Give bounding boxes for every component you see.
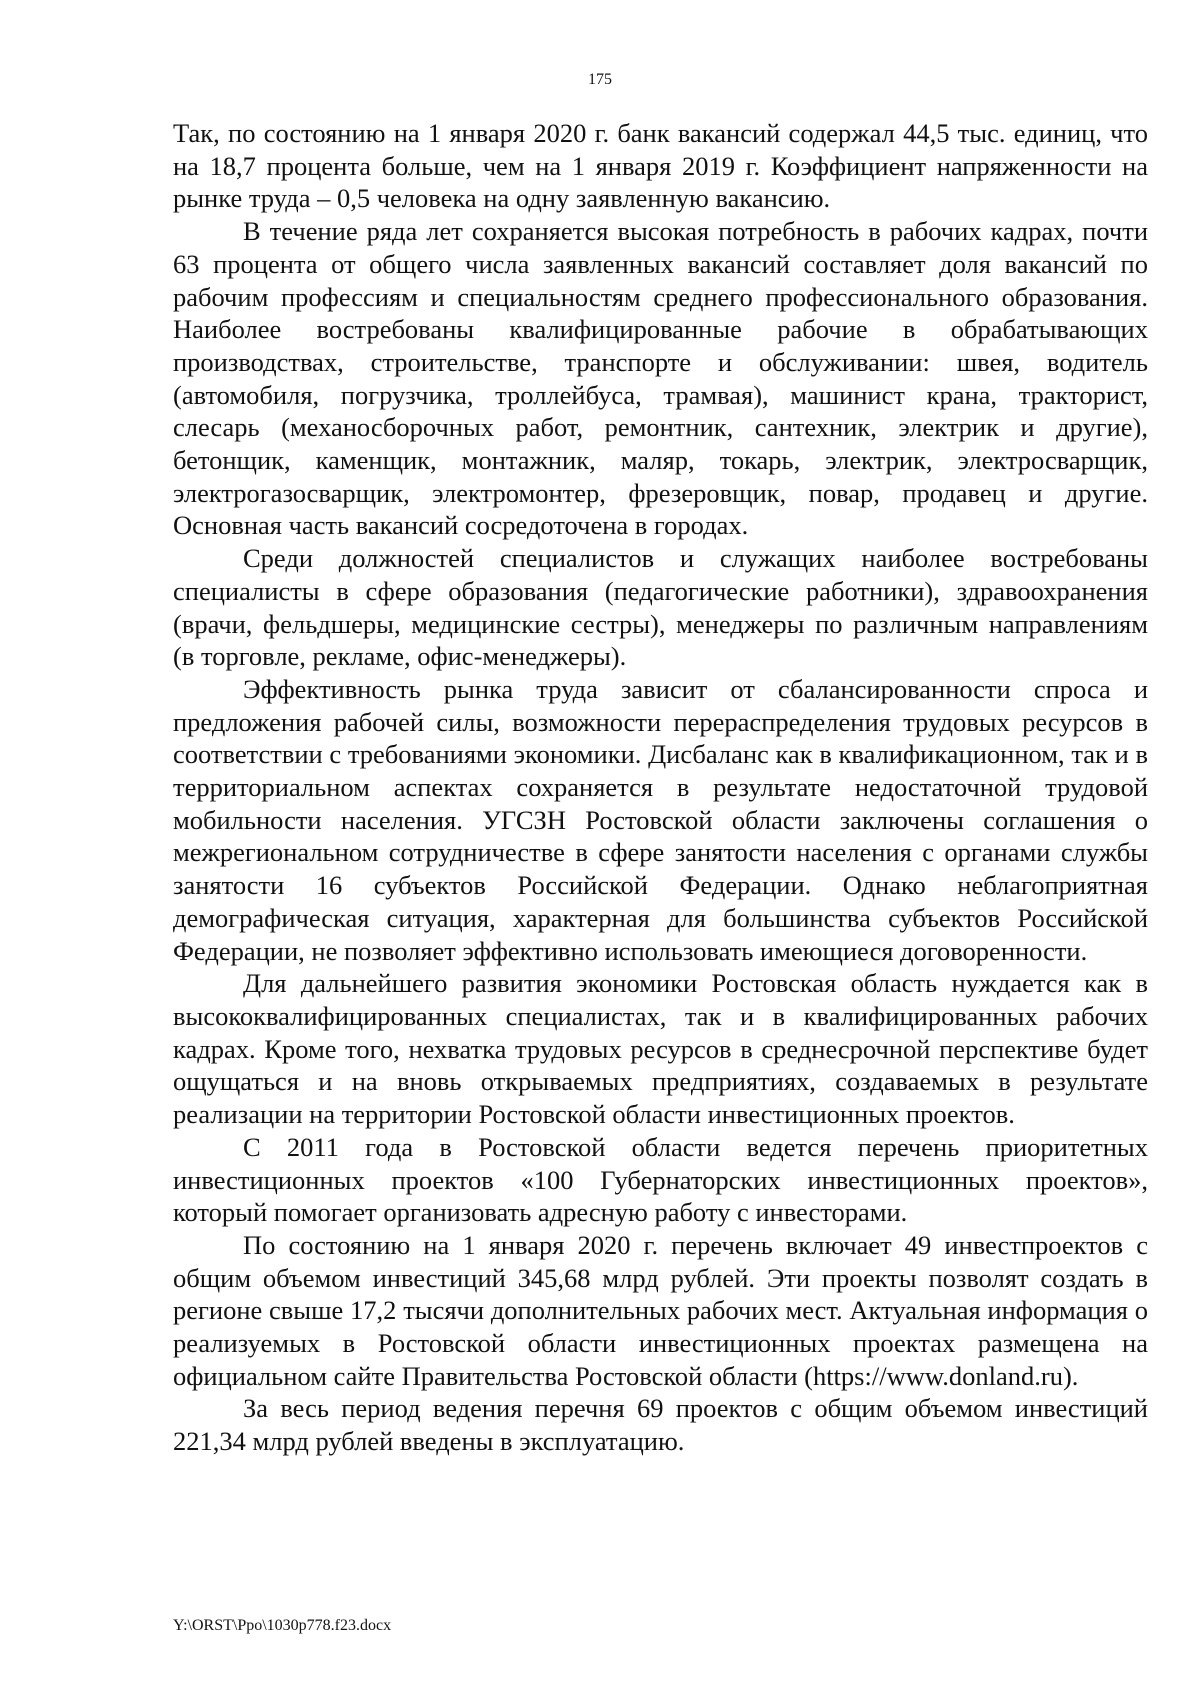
footer-file-path: Y:\ORST\Ppo\1030p778.f23.docx [173, 1617, 392, 1634]
paragraph-investment-list: С 2011 года в Ростовской области ведется перечень приоритетных инвестиционных проектов «100 Губернаторских инвестиционных проектов», который помогает организовать адресную работу с инвесторами. [173, 1131, 1148, 1228]
paragraph-vacancy-bank: Так, по состоянию на 1 января 2020 г. банк вакансий содержал 44,5 тыс. единиц, что на 18,7 процента больше, чем на 1 января 2019 г. Коэффициент напряженности на рынке труда – 0,5 человека на одну заявленную вакансию. [173, 118, 1148, 214]
document-body [173, 117, 1148, 1458]
paragraph-completed-projects: За весь период ведения перечня 69 проектов с общим объемом инвестиций 221,34 млрд рублей введены в эксплуатацию. [173, 1393, 1148, 1457]
paragraph-economic-development: Для дальнейшего развития экономики Ростовская область нуждается как в высококвалифицированных специалистах, так и в квалифицированных рабочих кадрах. Кроме того, нехватка трудовых ресурсов в среднесрочной перспективе будет ощущаться и на вновь открываемых предприятиях, создаваемых в результате реализации на территории Ростовской области инвестиционных проектов. [173, 968, 1148, 1130]
paragraph-worker-demand: В течение ряда лет сохраняется высокая потребность в рабочих кадрах, почти 63 процента от общего числа заявленных вакансий составляет доля вакансий по рабочим профессиям и специальностям среднего профессионального образования. Наиболее востребованы квалифицированные рабочие в обрабатывающих производствах, строительстве, транспорте и обслуживании: швея, водитель (автомобиля, погрузчика, троллейбуса, трамвая), машинист крана, тракторист, слесарь (механосборочных работ, ремонтник, сантехник, электрик и другие), бетонщик, каменщик, монтажник, маляр, токарь, электрик, электросварщик, электрогазосварщик, электромонтер, фрезеровщик, повар, продавец и другие. Основная часть вакансий сосредоточена в городах. [173, 216, 1148, 541]
paragraph-labor-market-efficiency: Эффективность рынка труда зависит от сбалансированности спроса и предложения рабочей силы, возможности перераспределения трудовых ресурсов в соответствии с требованиями экономики. Дисбаланс как в квалификационном, так и в территориальном аспектах сохраняется в результате недостаточной трудовой мобильности населения. УГСЗН Ростовской области заключены соглашения о межрегиональном сотрудничестве в сфере занятости населения с органами службы занятости 16 субъектов Российской Федерации. Однако неблагоприятная демографическая ситуация, характерная для большинства субъектов Российской Федерации, не позволяет эффективно использовать имеющиеся договоренности. [173, 673, 1148, 966]
page-number: 175 [588, 71, 612, 88]
paragraph-investment-status: По состоянию на 1 января 2020 г. перечень включает 49 инвестпроектов с общим объемом инвестиций 345,68 млрд рублей. Эти проекты позволят создать в регионе свыше 17,2 тысячи дополнительных рабочих мест. Актуальная информация о реализуемых в Ростовской области инвестиционных проектах размещена на официальном сайте Правительства Ростовской области (https://www.donland.ru). [173, 1229, 1148, 1391]
paragraph-specialists-demand: Среди должностей специалистов и служащих наиболее востребованы специалисты в сфере образования (педагогические работники), здравоохранения (врачи, фельдшеры, медицинские сестры), менеджеры по различным направлениям (в торговле, рекламе, офис-менеджеры). [173, 543, 1148, 672]
